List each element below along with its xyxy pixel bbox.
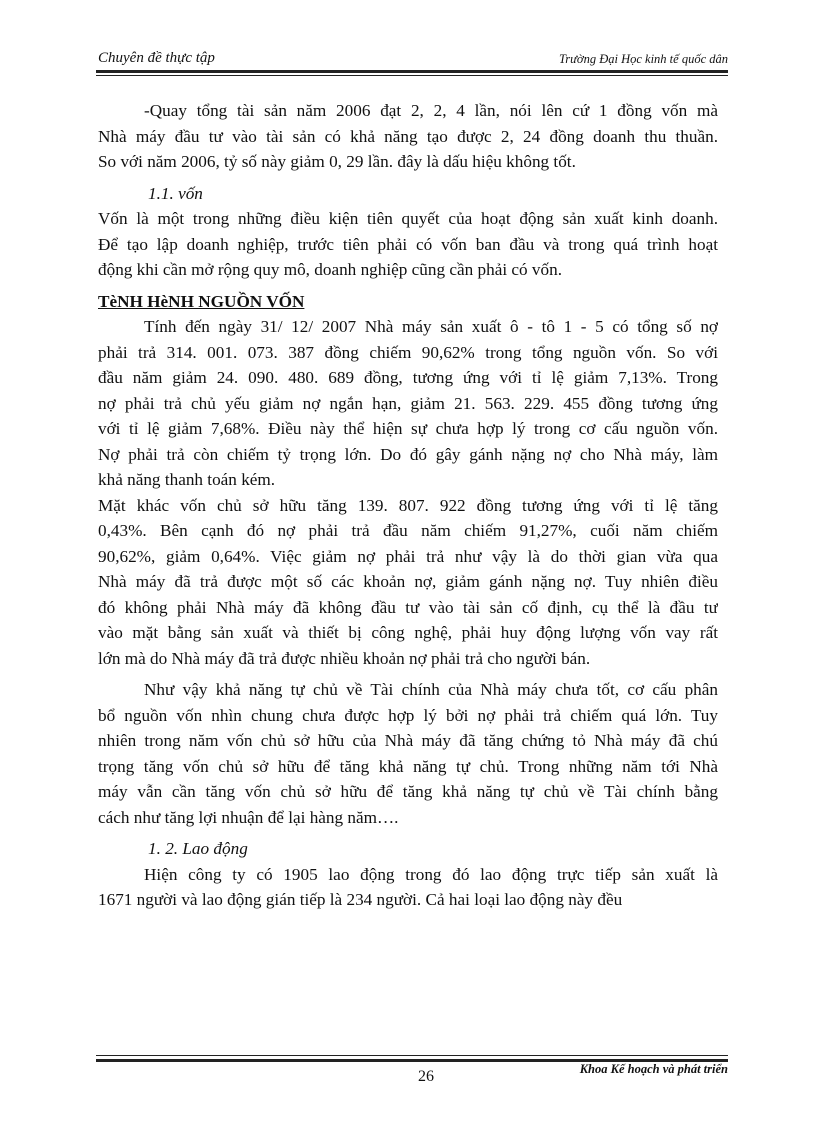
text-line: trọng tăng vốn chủ sở hữu để tăng khả năng tự chủ. Trong những năm tới Nhà: [98, 756, 718, 776]
document-body: [98, 98, 718, 913]
text-line: Mặt khác vốn chủ sở hữu tăng 139. 807. 922 đồng tương ứng với tỉ lệ tăng: [98, 495, 718, 515]
text-line: đầu năm giảm 24. 090. 480. 689 đồng, tương ứng với tỉ lệ giảm 7,13%. Trong: [98, 368, 718, 387]
footer-faculty: Khoa Kế hoạch và phát triển: [579, 1062, 728, 1076]
text-line: lớn mà do Nhà máy đã trả được nhiều khoản nợ phải trả cho người bán.: [98, 648, 591, 668]
text-line: phải trả 314. 001. 073. 387 đồng chiếm 90,62% trong tổng nguồn vốn. So với: [98, 342, 718, 362]
text-line: 1671 người và lao động gián tiếp là 234 người. Cả hai loại lao động này đều: [98, 890, 623, 909]
paragraph-total-asset-turnover: [98, 98, 718, 175]
text-line: Như vậy khả năng tự chủ về Tài chính của Nhà máy chưa tốt, cơ cấu phân: [144, 680, 718, 699]
text-line: động khi cần mở rộng quy mô, doanh nghiệp cũng cần phải có vốn.: [98, 260, 562, 279]
text-line: Để tạo lập doanh nghiệp, trước tiên phải có vốn ban đầu và trong quá trình hoạt: [98, 234, 718, 254]
text-line: Nhà máy đầu tư vào tài sản có khả năng tạo được 2, 24 đồng doanh thu thuần.: [98, 126, 718, 146]
page-number: 26: [418, 1068, 434, 1085]
header-right-title: Trường Đại Học kinh tế quốc dân: [558, 52, 728, 66]
text-line: với tỉ lệ giảm 7,68%. Điều này thể hiện sự chưa hợp lý trong cơ cấu nguồn vốn.: [98, 419, 718, 438]
text-line: Nợ phải trả còn chiếm tỷ trọng lớn. Do đó gây gánh nặng nợ cho Nhà máy, làm: [98, 444, 718, 464]
paragraph-capital: [98, 206, 718, 283]
text-line: So với năm 2006, tỷ số này giảm 0, 29 lần. đây là dấu hiệu không tốt.: [98, 152, 576, 171]
header-left-title: Chuyên đề thực tập: [98, 50, 215, 66]
footer-rule-thin: [96, 1055, 728, 1056]
header-rule-thin: [96, 75, 728, 76]
text-line: 90,62%, giảm 0,64%. Việc giảm nợ phải trả như vậy là do thời gian vừa qua: [98, 546, 718, 566]
text-line: đó không phải Nhà máy đã không đầu tư vào tài sản cố định, cụ thể là đầu tư: [98, 597, 718, 617]
text-line: Nhà máy đã trả được một số các khoản nợ, giảm gánh nặng nợ. Tuy nhiên điều: [98, 572, 718, 591]
text-line: máy vẫn cần tăng vốn chủ sở hữu để tăng khả năng tự chủ về Tài chính bằng: [98, 782, 718, 801]
text-line: nhiên trong năm vốn chủ sở hữu của Nhà máy đã tăng chứng tỏ Nhà máy đã chú: [98, 731, 718, 750]
text-line: -Quay tổng tài sản năm 2006 đạt 2, 2, 4 lần, nói lên cứ 1 đồng vốn mà: [144, 101, 718, 120]
header-rule: [96, 70, 728, 73]
section-heading-capital-sources: TèNH HèNH NGUỒN VỐN: [98, 291, 305, 311]
text-line: Tính đến ngày 31/ 12/ 2007 Nhà máy sản xuất ô - tô 1 - 5 có tổng số nợ: [144, 317, 718, 336]
text-line: 0,43%. Bên cạnh đó nợ phải trả đầu năm chiếm 91,27%, cuối năm chiếm: [98, 521, 718, 540]
paragraph-labor: [98, 862, 718, 913]
paragraph-financial-autonomy: [98, 677, 718, 830]
text-line: Vốn là một trong những điều kiện tiên quyết của hoạt động sản xuất kinh doanh.: [98, 209, 718, 228]
text-line: khả năng thanh toán kém.: [98, 470, 276, 489]
paragraph-equity: [98, 493, 718, 672]
paragraph-debt: [98, 314, 718, 493]
text-line: cách như tăng lợi nhuận để lại hàng năm….: [98, 807, 399, 827]
section-heading-labor: 1. 2. Lao động: [148, 839, 248, 858]
text-line: nợ phải trả chủ yếu giảm nợ ngắn hạn, giảm 21. 563. 229. 455 đồng tương ứng: [98, 393, 718, 413]
text-line: Hiện công ty có 1905 lao động trong đó lao động trực tiếp sản xuất là: [144, 864, 718, 884]
page-header: [96, 50, 728, 68]
text-line: vào mặt bằng sản xuất và thiết bị công nghệ, phải huy động lượng vốn vay rất: [98, 623, 718, 642]
text-line: bổ nguồn vốn nhìn chung chưa được hợp lý bởi nợ phải trả chiếm quá lớn. Tuy: [98, 705, 718, 725]
section-heading-capital: 1.1. vốn: [148, 183, 203, 203]
